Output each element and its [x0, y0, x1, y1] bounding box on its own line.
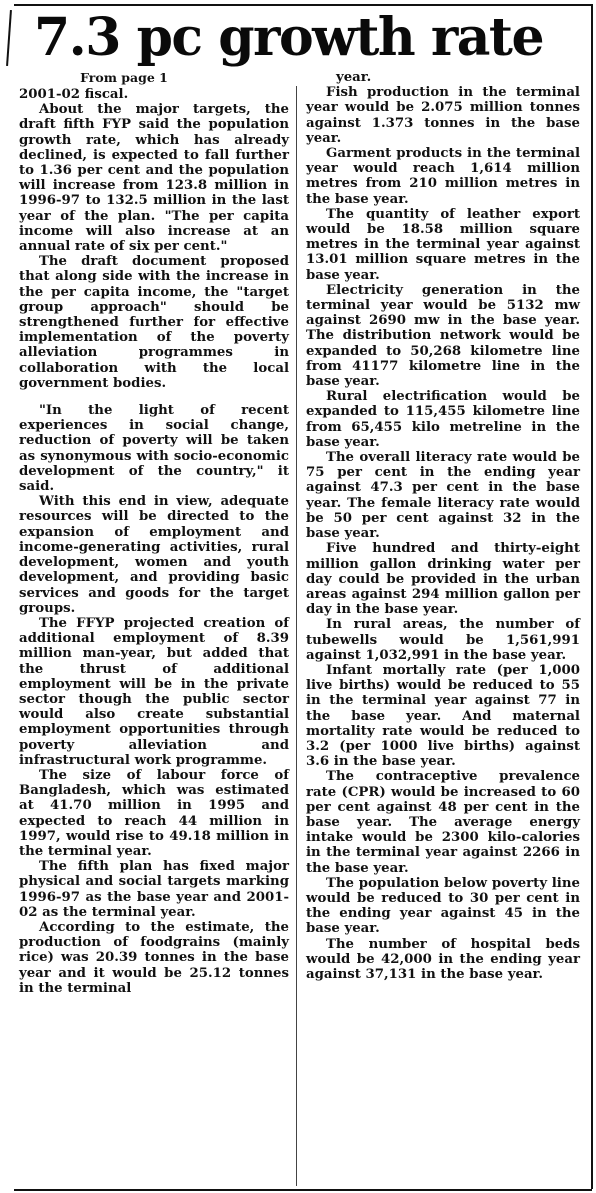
- paragraph: Garment products in the terminal year would reach 1,614 million metres from 210 million metres in the base year.: [306, 146, 580, 207]
- paragraph: The population below poverty line would be reduced to 30 per cent in the ending year against 45 in the base year.: [306, 875, 580, 937]
- frame-right-rule: [591, 4, 593, 1189]
- frame-bottom-rule: [14, 1189, 592, 1191]
- paragraph: According to the estimate, the production of foodgrains (mainly rice) was 20.39 tonnes in the base year and it would be 25.12 tonnes in the terminal: [19, 919, 289, 996]
- paragraph: The number of hospital beds would be 42,000 in the ending year against 37,131 in the base year.: [306, 936, 580, 982]
- paragraph: With this end in view, adequate resources will be directed to the expansion of employment and income-generating activities, rural development, women and youth development, and providing basic services and goods for the target groups.: [19, 494, 289, 616]
- paragraph: In rural areas, the number of tubewells would be 1,561,991 against 1,032,991 in the base year.: [306, 617, 580, 663]
- paragraph: About the major targets, the draft fifth FYP said the population growth rate, which has already declined, is expected to fall further to 1.36 per cent and the population will increase from 123.8 million in 1996-97 to 132.5 million in the last year of the plan. "The per capita income will also increase at an annual rate of six per cent.": [19, 102, 289, 255]
- column-divider: [296, 86, 297, 1186]
- article-column-right: [306, 70, 580, 982]
- paragraph: The draft document proposed that along side with the increase in the per capita income, the "target group approach" should be strengthened further for effective implementation of the poverty alleviation programmes in collaboration with the local government bodies.: [19, 254, 289, 391]
- paragraph: The size of labour force of Bangladesh, which was estimated at 41.70 million in 1995 and expected to reach 44 million in 1997, would rise to 49.18 million in the terminal year.: [19, 767, 289, 859]
- paragraph: Fish production in the terminal year would be 2.075 million tonnes against 1.373 tonnes in the base year.: [306, 85, 580, 146]
- paragraph: Infant mortally rate (per 1,000 live births) would be reduced to 55 in the terminal year against 77 in the base year. And maternal mortality rate would be reduced to 3.2 (per 1000 live births) against 3.6 in the base year.: [306, 662, 580, 770]
- paragraph: The quantity of leather export would be 18.58 million square metres in the terminal year against 13.01 million square metres in the base year.: [306, 206, 580, 283]
- paragraph: Electricity generation in the terminal year would be 5132 mw against 2690 mw in the base year. The distribution network would be expanded to 50,268 kilometre line from 41177 kilometre line in the base year.: [306, 282, 580, 390]
- paragraph: Five hundred and thirty-eight million gallon drinking water per day could be provided in the urban areas against 294 million gallon per day in the base year.: [306, 541, 580, 618]
- paragraph: year.: [336, 70, 372, 85]
- paragraph: The overall literacy rate would be 75 per cent in the ending year against 47.3 per cent in the base year. The female literacy rate would be 50 per cent against 32 in the base year.: [306, 450, 580, 542]
- headline: 7.3 pc growth rate: [34, 7, 544, 68]
- paragraph: 2001-02 fiscal.: [19, 87, 129, 102]
- article-column-left: [19, 70, 289, 996]
- paragraph: "In the light of recent experiences in social change, reduction of poverty will be taken as synonymous with socio-economic development of the country," it said.: [19, 403, 289, 495]
- byline: From page 1: [80, 70, 168, 85]
- frame-left-rule: [6, 10, 12, 66]
- paragraph: The FFYP projected creation of additional employment of 8.39 million man-year, but added that the thrust of additional employment will be in the private sector though the public sector would also create substantial employment opportunities through poverty alleviation and infrastructural work programme.: [19, 615, 289, 768]
- paragraph: The fifth plan has fixed major physical and social targets marking 1996-97 as the base year and 2001-02 as the terminal year.: [19, 859, 289, 920]
- paragraph: Rural electrification would be expanded to 115,455 kilometre line from 65,455 kilo metreline in the base year.: [306, 389, 580, 450]
- paragraph: The contraceptive prevalence rate (CPR) would be increased to 60 per cent against 48 per cent in the base year. The average energy intake would be 2300 kilo-calories in the terminal year against 2266 in the base year.: [306, 769, 580, 876]
